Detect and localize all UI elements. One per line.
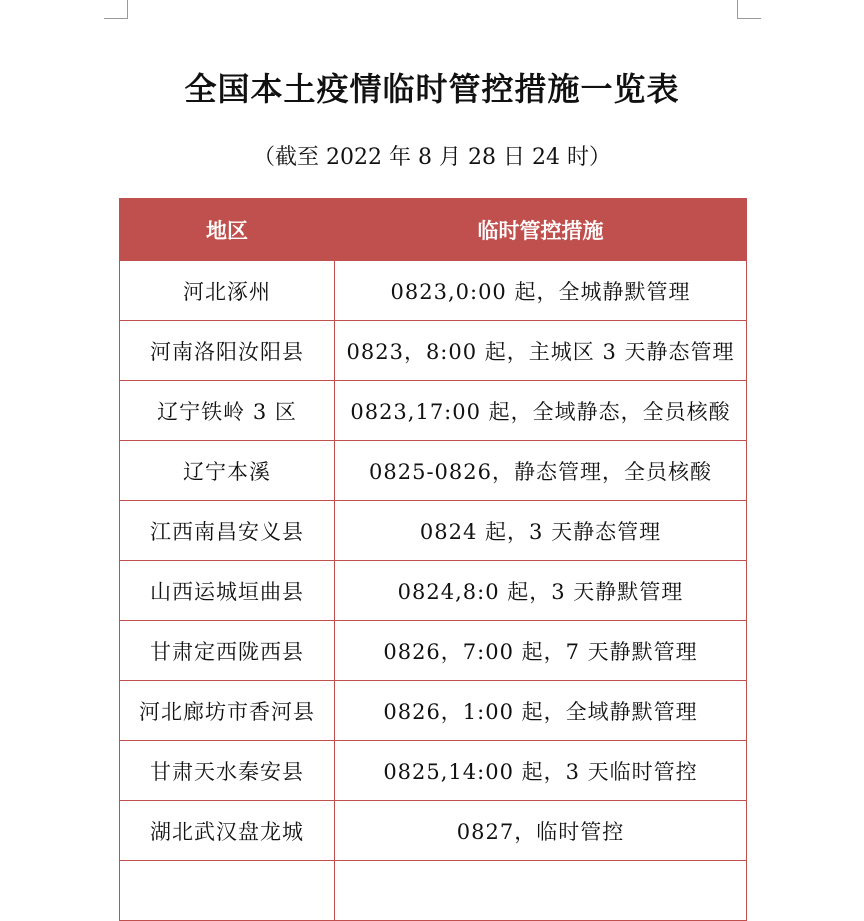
region-cell: 湖北武汉盘龙城 xyxy=(120,801,335,861)
table-row xyxy=(120,621,747,681)
crop-mark-top-left xyxy=(104,18,128,19)
measure-cell: 0825-0826，静态管理，全员核酸 xyxy=(335,441,747,501)
region-cell: 山西运城垣曲县 xyxy=(120,561,335,621)
control-measures-table xyxy=(119,198,747,921)
region-cell: 甘肃天水秦安县 xyxy=(120,741,335,801)
region-cell: 辽宁铁岭 3 区 xyxy=(120,381,335,441)
table-header-row xyxy=(120,199,747,261)
document-title: 全国本土疫情临时管控措施一览表 xyxy=(184,70,680,108)
table-row xyxy=(120,441,747,501)
measure-cell: 0824 起，3 天静态管理 xyxy=(335,501,747,561)
table-row xyxy=(120,501,747,561)
measure-cell: 0823,17:00 起，全域静态，全员核酸 xyxy=(335,381,747,441)
region-cell: 江西南昌安义县 xyxy=(120,501,335,561)
crop-mark-top-right xyxy=(737,18,761,19)
measure-cell: 0826，1:00 起，全域静默管理 xyxy=(335,681,747,741)
region-cell: 河南洛阳汝阳县 xyxy=(120,321,335,381)
region-cell xyxy=(120,861,335,921)
region-cell: 甘肃定西陇西县 xyxy=(120,621,335,681)
table-row xyxy=(120,861,747,921)
crop-mark-top-left xyxy=(127,0,128,18)
table-row xyxy=(120,261,747,321)
document-subtitle: （截至 2022 年 8 月 28 日 24 时） xyxy=(253,145,611,170)
measure-cell: 0823,0:00 起，全城静默管理 xyxy=(335,261,747,321)
table-row xyxy=(120,681,747,741)
measure-cell xyxy=(335,861,747,921)
crop-mark-top-right xyxy=(737,0,738,18)
header-measure: 临时管控措施 xyxy=(335,199,747,261)
table-row xyxy=(120,381,747,441)
region-cell: 辽宁本溪 xyxy=(120,441,335,501)
region-cell: 河北廊坊市香河县 xyxy=(120,681,335,741)
measure-cell: 0824,8:0 起，3 天静默管理 xyxy=(335,561,747,621)
measure-cell: 0826，7:00 起，7 天静默管理 xyxy=(335,621,747,681)
table-row xyxy=(120,801,747,861)
measure-cell: 0823，8:00 起，主城区 3 天静态管理 xyxy=(335,321,747,381)
table-row xyxy=(120,321,747,381)
table-row xyxy=(120,741,747,801)
measure-cell: 0825,14:00 起，3 天临时管控 xyxy=(335,741,747,801)
region-cell: 河北涿州 xyxy=(120,261,335,321)
measure-cell: 0827，临时管控 xyxy=(335,801,747,861)
table-row xyxy=(120,561,747,621)
header-region: 地区 xyxy=(120,199,335,261)
